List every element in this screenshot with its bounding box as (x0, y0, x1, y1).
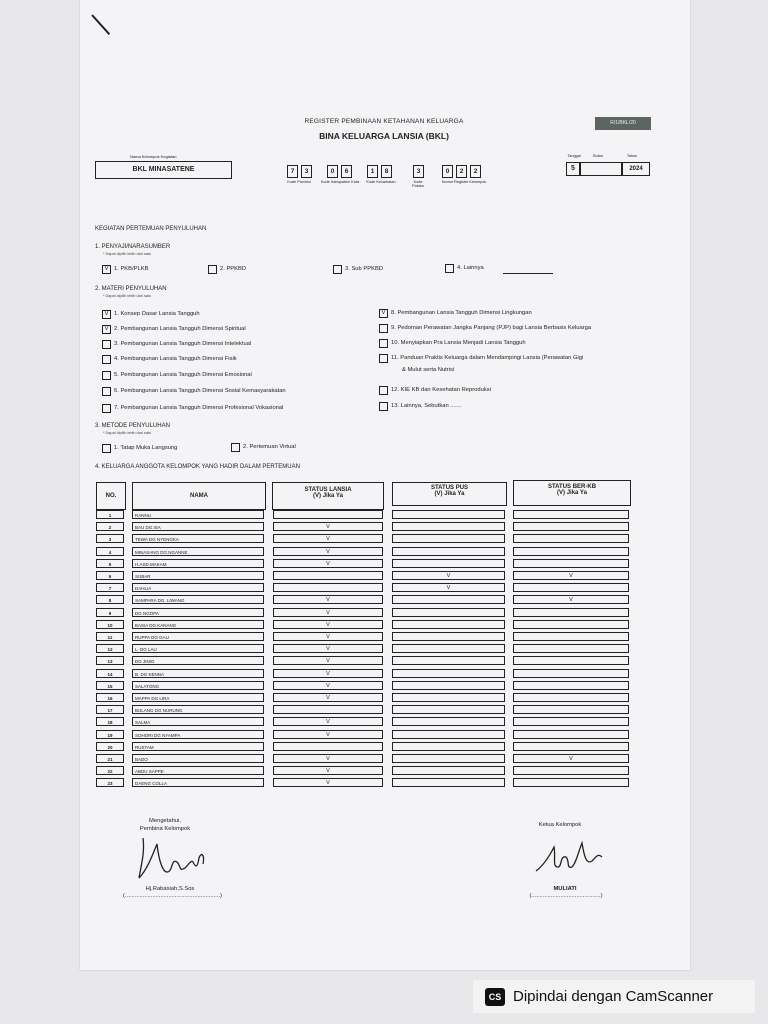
s3-checkbox-2[interactable] (231, 443, 240, 452)
row-name: RUPPA DG GAU (132, 632, 264, 641)
sign-left-line: (...........................................................) (123, 893, 222, 899)
col-header-pus-title: STATUS PUS (430, 485, 469, 491)
s2-option-4: 4. Pembangunan Lansia Tangguh Dimensi Fisik (114, 356, 237, 362)
camscanner-text: Dipindai dengan CamScanner (513, 988, 714, 1005)
sign-right-line: (...........................................) (529, 893, 603, 899)
row-status-lansia: V (273, 656, 383, 665)
s2-checkbox-3[interactable] (102, 340, 111, 349)
s2-option-10: 10. Menyiapkan Pra Lansia Menjadi Lansia Tangguh (391, 340, 526, 346)
group-name-label: Nama Kelompok Kegiatan (130, 154, 177, 159)
s1-option-3: 3. Sub PPKBD (345, 266, 384, 272)
date-label-year: Tahun (626, 154, 638, 158)
row-name: BULANG DG NURUNG (132, 705, 264, 714)
code-digit: 6 (341, 165, 352, 178)
row-number: 20 (96, 742, 124, 751)
row-status-kb (513, 522, 629, 531)
row-status-pus (392, 717, 505, 726)
s2-checkbox-7[interactable] (102, 404, 111, 413)
row-status-kb (513, 681, 629, 690)
row-number: 3 (96, 534, 124, 543)
register-title: BINA KELUARGA LANSIA (BKL) (319, 131, 449, 141)
row-name: SALATONG (132, 681, 264, 690)
code-digit: 3 (301, 165, 312, 178)
row-name: BASIA DG.KANANG (132, 620, 264, 629)
row-name: TEWA DG NYENGKA (132, 534, 264, 543)
sign-left-name: Hj.Rabasiah,S.Sos (145, 886, 195, 892)
code-digit: 0 (442, 165, 453, 178)
row-status-kb (513, 766, 629, 775)
row-status-pus (392, 778, 505, 787)
row-number: 18 (96, 717, 124, 726)
row-status-lansia: V (273, 522, 383, 531)
date-label-month: Bulan (593, 154, 603, 158)
row-status-lansia: V (273, 632, 383, 641)
sign-left-label2: Pembina Kelompok (139, 826, 191, 832)
row-number: 9 (96, 608, 124, 617)
row-name: MINASANG DG.NGANNE (132, 547, 264, 556)
row-name: L. DG LAU (132, 644, 264, 653)
row-status-lansia: V (273, 730, 383, 739)
row-status-pus (392, 669, 505, 678)
s1-title: 1. PENYAJI/NARASUMBER (95, 244, 171, 250)
row-number: 21 (96, 754, 124, 763)
row-status-kb: V (513, 754, 629, 763)
group-name-field: BKL MINASATENE (95, 161, 232, 179)
s1-note: * Dapat dipilih lebih dari satu (103, 252, 152, 256)
code-digit: 2 (456, 165, 467, 178)
code-digit: 0 (327, 165, 338, 178)
col-header-lansia-title: STATUS LANSIA (304, 487, 352, 493)
row-status-lansia: V (273, 620, 383, 629)
code-digit: 1 (367, 165, 378, 178)
col-header-lansia-sub: (V) Jika Ya (313, 493, 343, 499)
row-status-kb (513, 644, 629, 653)
col-header-no: NO. (96, 482, 126, 510)
s2-checkbox-2[interactable]: V (102, 325, 111, 334)
row-status-pus: V (392, 583, 505, 592)
code-label: Kode Provinsi (287, 180, 311, 184)
s4-title: 4. KELUARGA ANGGOTA KELOMPOK YANG HADIR DALAM PERTEMUAN (95, 464, 300, 470)
row-name: RANNU (132, 510, 264, 519)
s2-option-2: 2. Pembangunan Lansia Tangguh Dimensi Spiritual (114, 326, 246, 332)
row-status-kb (513, 583, 629, 592)
row-status-pus (392, 632, 505, 641)
row-status-kb: V (513, 595, 629, 604)
row-status-lansia (273, 583, 383, 592)
row-status-lansia: V (273, 681, 383, 690)
row-status-kb (513, 730, 629, 739)
row-status-lansia (273, 705, 383, 714)
row-number: 12 (96, 644, 124, 653)
row-name: RUSTAM (132, 742, 264, 751)
row-status-pus (392, 656, 505, 665)
date-label-day: Tanggal (567, 154, 581, 158)
row-name: DAHLIA (132, 583, 264, 592)
s3-option-2: 2. Pertemuan Virtual (243, 444, 296, 450)
code-digit: 8 (381, 165, 392, 178)
s2-checkbox-5[interactable] (102, 371, 111, 380)
row-status-pus (392, 534, 505, 543)
s2-checkbox-10[interactable] (379, 339, 388, 348)
s2-checkbox-8[interactable]: V (379, 309, 388, 318)
row-status-lansia: V (273, 559, 383, 568)
row-status-kb (513, 559, 629, 568)
row-status-pus (392, 766, 505, 775)
s2-option-6: 6. Pembangunan Lansia Tangguh Dimensi Sosial Kemasyarakatan (114, 388, 286, 394)
row-status-lansia: V (273, 608, 383, 617)
date-year-field: 2024 (622, 162, 650, 176)
row-status-pus (392, 559, 505, 568)
col-header-kb-title: STATUS BER-KB (547, 484, 597, 490)
row-status-kb: V (513, 571, 629, 580)
row-status-pus (392, 522, 505, 531)
code-label: Kode Kabupaten/ Kota (320, 180, 360, 184)
row-number: 19 (96, 730, 124, 739)
row-name: H.ASD.MAKAM (132, 559, 264, 568)
s2-option-1: 1. Konsep Dasar Lansia Tangguh (114, 311, 200, 317)
date-month-grid (580, 162, 622, 176)
row-number: 15 (96, 681, 124, 690)
camscanner-logo-icon: CS (485, 988, 505, 1006)
row-name: DAENG COLLA (132, 778, 264, 787)
row-status-lansia: V (273, 778, 383, 787)
s2-checkbox-9[interactable] (379, 324, 388, 333)
row-status-pus (392, 742, 505, 751)
row-status-lansia: V (273, 669, 383, 678)
row-status-kb (513, 632, 629, 641)
row-status-pus (392, 754, 505, 763)
row-number: 13 (96, 656, 124, 665)
s1-option-1: 1. PKB/PLKB (114, 266, 149, 272)
s2-option-13: 13. Lainnya, Sebutkan ....... (391, 403, 462, 409)
signature-left (135, 832, 215, 884)
s2-option-8: 8. Pembangunan Lansia Tangguh Dimensi Lingkungan (391, 310, 532, 316)
row-number: 11 (96, 632, 124, 641)
row-name: ABDU SAPPE (132, 766, 264, 775)
s2-option-3: 3. Pembangunan Lansia Tangguh Dimensi Intelektual (114, 341, 252, 347)
camscanner-watermark (473, 980, 755, 1013)
row-status-pus (392, 681, 505, 690)
col-header-lansia (272, 482, 384, 510)
s1-other-line (503, 273, 553, 274)
col-header-nama: NAMA (132, 482, 266, 510)
row-name: MAPPA DG LIRA (132, 693, 264, 702)
s1-checkbox-1[interactable]: V (102, 265, 111, 274)
s1-checkbox-3[interactable] (333, 265, 342, 274)
row-status-kb (513, 656, 629, 665)
row-number: 4 (96, 547, 124, 556)
row-number: 16 (96, 693, 124, 702)
s2-checkbox-6[interactable] (102, 387, 111, 396)
code-label: Kode Poktan (412, 180, 424, 188)
row-status-kb (513, 717, 629, 726)
s1-checkbox-2[interactable] (208, 265, 217, 274)
signature-right (530, 833, 610, 881)
row-status-lansia (273, 571, 383, 580)
s2-option-5: 5. Pembangunan Lansia Tangguh Dimensi Emosional (114, 372, 252, 378)
row-status-pus (392, 730, 505, 739)
col-header-kb (513, 480, 631, 506)
row-status-kb (513, 620, 629, 629)
row-name: SUBAR (132, 571, 264, 580)
code-digit: 7 (287, 165, 298, 178)
sign-right-label: Ketua Kelompok (538, 822, 582, 828)
s3-checkbox-1[interactable] (102, 444, 111, 453)
row-status-pus (392, 644, 505, 653)
row-name: BADO (132, 754, 264, 763)
register-subtitle: REGISTER PEMBINAAN KETAHANAN KELUARGA (304, 118, 464, 125)
row-number: 7 (96, 583, 124, 592)
row-status-lansia: V (273, 534, 383, 543)
row-status-kb (513, 669, 629, 678)
sign-left-label1: Mengetahui, (149, 818, 181, 824)
row-number: 10 (96, 620, 124, 629)
s2-checkbox-13[interactable] (379, 402, 388, 411)
col-header-pus-sub: (V) Jika Ya (434, 491, 465, 497)
row-number: 2 (96, 522, 124, 531)
row-name: SAMPARA DG. LIWANG (132, 595, 264, 604)
col-header-kb-sub: (V) Jika Ya (557, 490, 587, 496)
row-status-lansia (273, 742, 383, 751)
s2-note: * Dapat dipilih lebih dari satu (103, 294, 152, 298)
section-title: KEGIATAN PERTEMUAN PENYULUHAN (95, 226, 207, 232)
s2-checkbox-12[interactable] (379, 386, 388, 395)
code-label: Kode Kecamatan (366, 180, 396, 184)
sign-right-name: MULIATI (553, 886, 577, 892)
row-status-lansia: V (273, 693, 383, 702)
s2-option-11-cont: & Mulut serta Nutrisi (402, 367, 455, 373)
row-status-pus (392, 510, 505, 519)
s3-option-1: 1. Tatap Muka Langsung (114, 445, 178, 451)
code-digit: 2 (470, 165, 481, 178)
row-status-kb (513, 778, 629, 787)
s2-checkbox-4[interactable] (102, 355, 111, 364)
s2-checkbox-11[interactable] (379, 354, 388, 363)
s2-option-9: 9. Pedoman Perawatan Jangka Panjang (PJP) bagi Lansia Berbasis Keluarga (391, 325, 592, 331)
col-header-pus (392, 482, 507, 506)
row-status-lansia: V (273, 766, 383, 775)
s2-option-11: 11. Panduan Praktis Keluarga dalam Mendampingi Lansia (Perawatan Gigi (391, 355, 584, 361)
row-status-kb (513, 742, 629, 751)
row-status-lansia: V (273, 595, 383, 604)
row-name: SOHORI DG NYAMPA (132, 730, 264, 739)
row-status-pus (392, 693, 505, 702)
form-code-badge: R/1/BKL/20 (595, 117, 651, 130)
row-status-kb (513, 534, 629, 543)
row-name: DG JINIG (132, 656, 264, 665)
row-number: 22 (96, 766, 124, 775)
row-status-kb (513, 510, 629, 519)
s3-title: 3. METODE PENYULUHAN (95, 423, 170, 429)
row-number: 17 (96, 705, 124, 714)
row-status-kb (513, 547, 629, 556)
row-status-kb (513, 693, 629, 702)
row-status-lansia (273, 510, 383, 519)
row-number: 8 (96, 595, 124, 604)
row-name: BAU DG.ISA (132, 522, 264, 531)
s2-option-7: 7. Pembangunan Lansia Tangguh Dimensi Profesional Vokasional (114, 405, 284, 411)
s1-checkbox-4[interactable] (445, 264, 454, 273)
code-digit: 3 (413, 165, 424, 178)
row-number: 5 (96, 559, 124, 568)
row-status-lansia: V (273, 717, 383, 726)
s1-option-4: 4. Lainnya (457, 265, 484, 271)
row-status-pus (392, 547, 505, 556)
s2-checkbox-1[interactable]: V (102, 310, 111, 319)
row-number: 14 (96, 669, 124, 678)
date-day-field: 5 (566, 162, 580, 176)
row-status-pus: V (392, 571, 505, 580)
s3-note: * Dapat dipilih lebih dari satu (103, 431, 152, 435)
row-status-kb (513, 608, 629, 617)
row-number: 23 (96, 778, 124, 787)
row-status-pus (392, 608, 505, 617)
s1-option-2: 2. PPKBD (220, 266, 247, 272)
row-status-kb (513, 705, 629, 714)
row-status-pus (392, 620, 505, 629)
row-status-lansia: V (273, 547, 383, 556)
row-name: B. DG KENNA (132, 669, 264, 678)
s2-option-12: 12. KIE KB dan Kesehatan Reproduksi (391, 387, 491, 393)
row-status-lansia: V (273, 644, 383, 653)
row-name: SALMA (132, 717, 264, 726)
row-status-pus (392, 705, 505, 714)
row-status-pus (392, 595, 505, 604)
s2-title: 2. MATERI PENYULUHAN (95, 286, 167, 292)
row-name: DG NGOPA (132, 608, 264, 617)
row-number: 1 (96, 510, 124, 519)
row-status-lansia: V (273, 754, 383, 763)
row-number: 6 (96, 571, 124, 580)
code-label: Nomor Register Kelompok (441, 180, 487, 184)
